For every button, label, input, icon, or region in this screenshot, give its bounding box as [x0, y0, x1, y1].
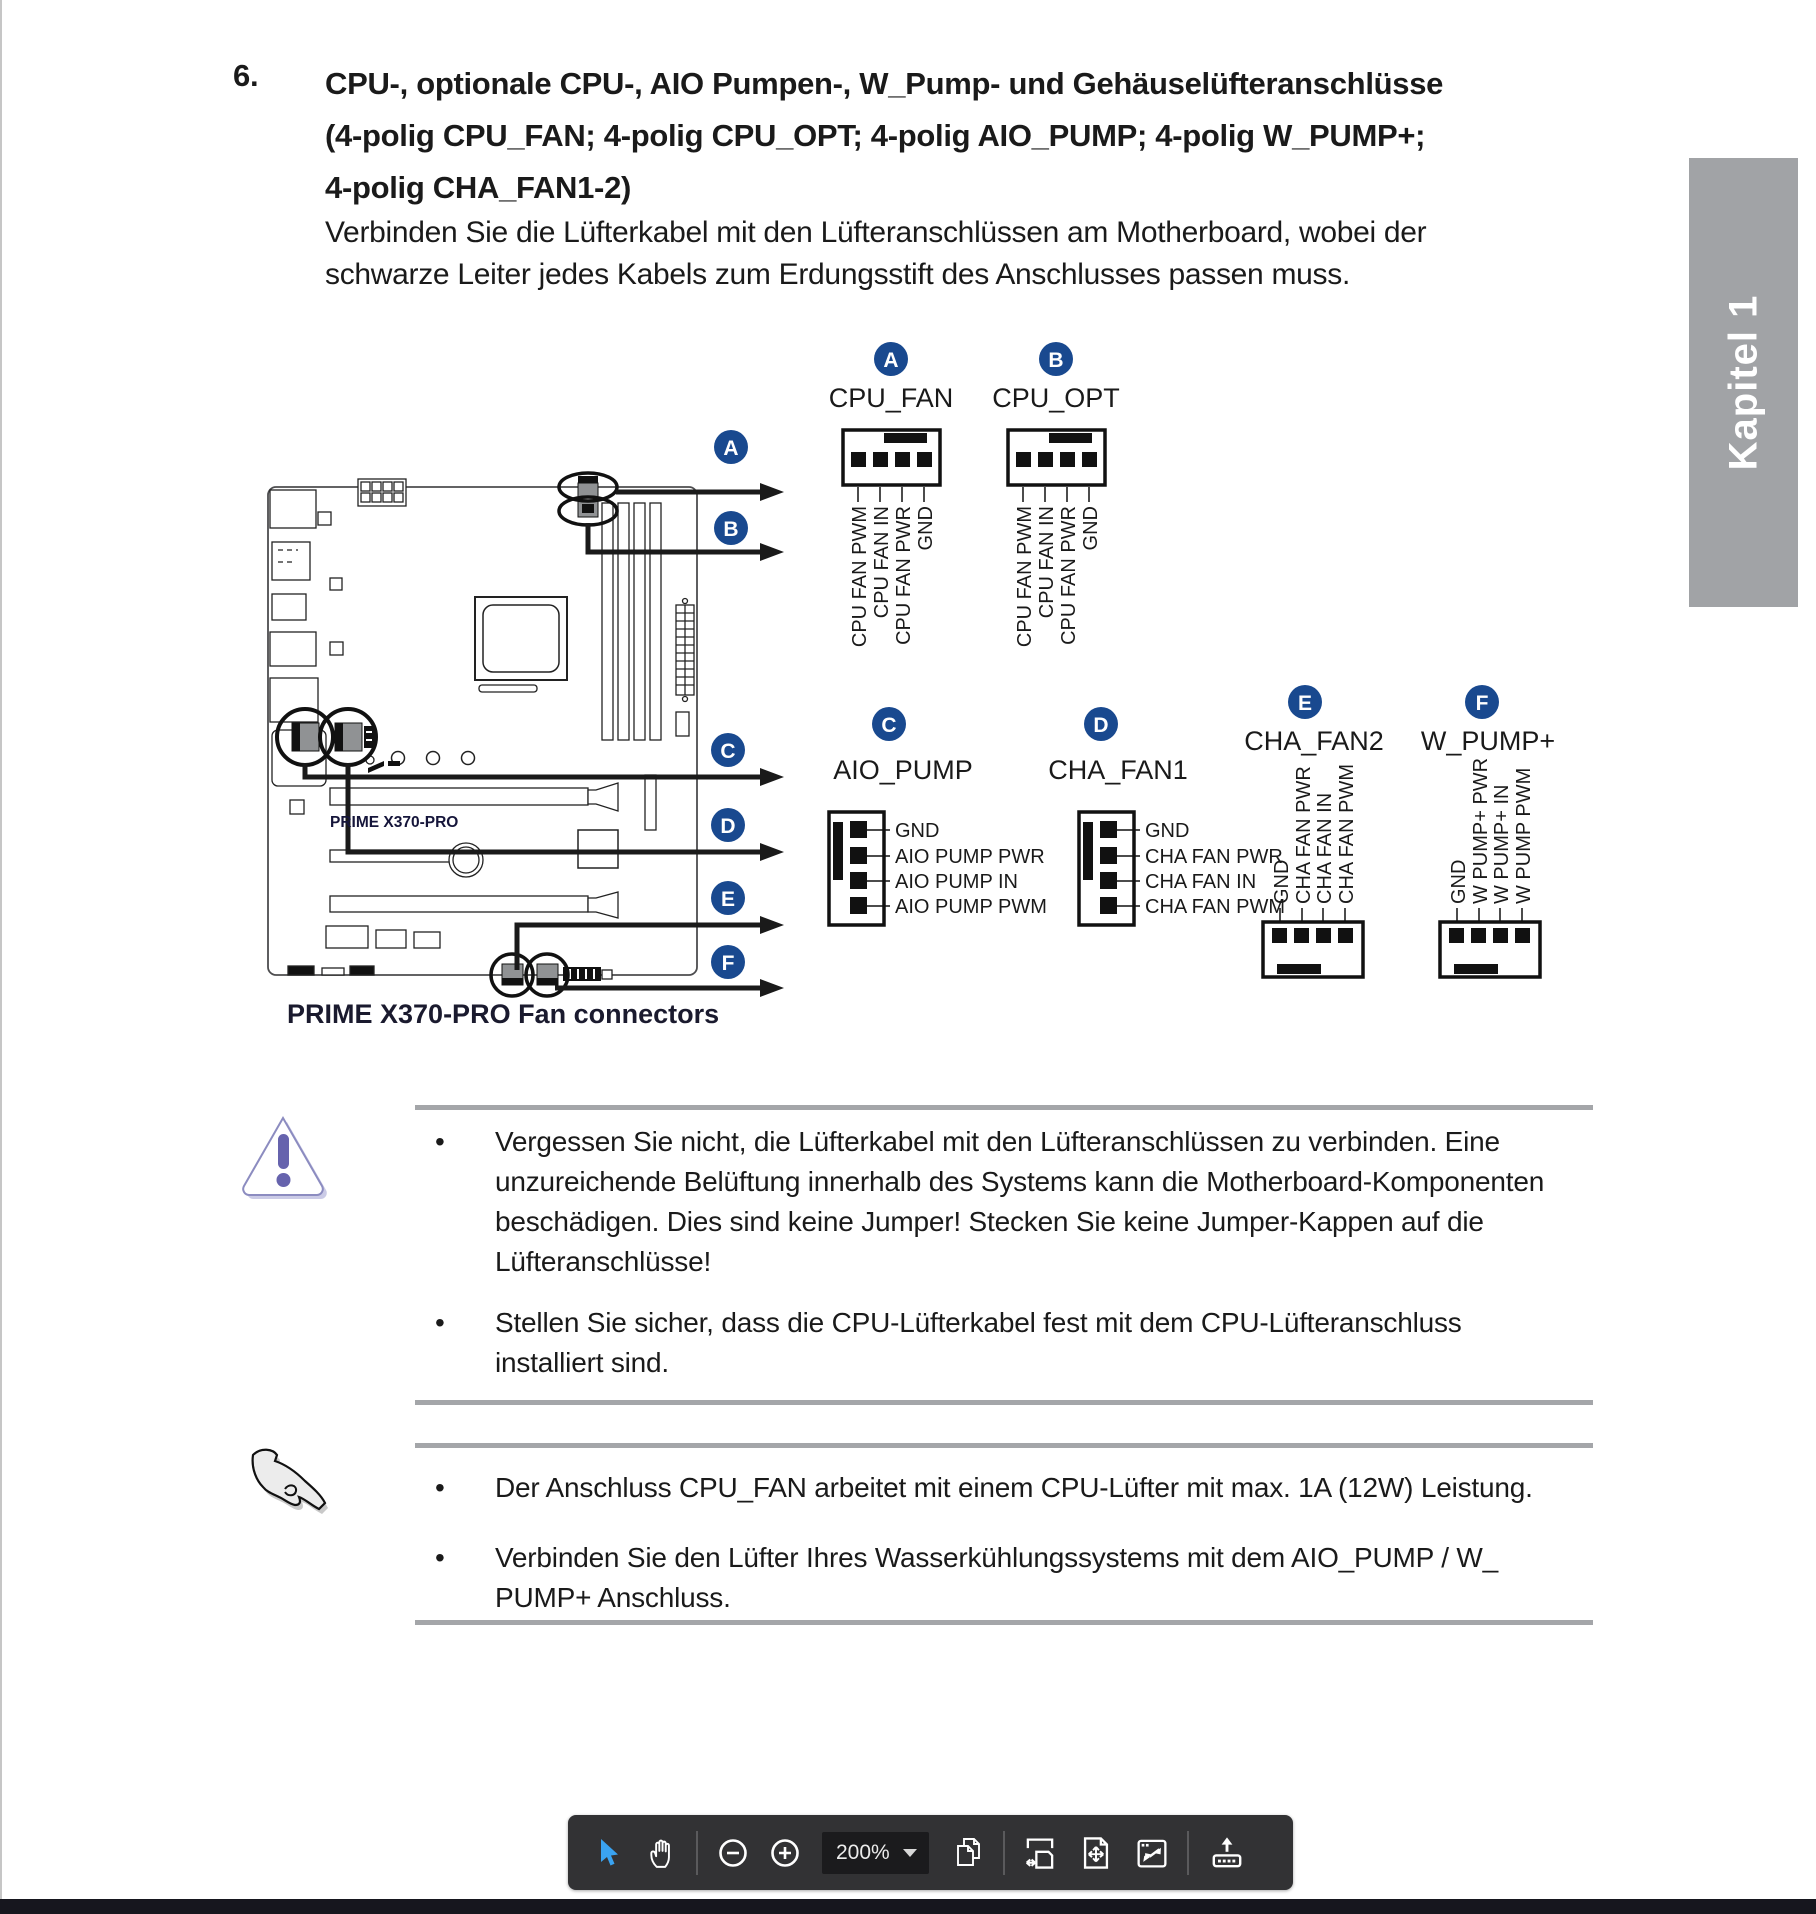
svg-text:CHA FAN PWM: CHA FAN PWM — [1145, 896, 1286, 918]
connector-c-aio-pump — [829, 707, 1047, 925]
svg-text:CPU_OPT: CPU_OPT — [992, 383, 1120, 413]
chapter-tab — [1689, 158, 1798, 607]
toolbar-divider — [1187, 1831, 1189, 1875]
presentation-mode-button[interactable] — [1201, 1829, 1253, 1877]
svg-text:CPU FAN PWR: CPU FAN PWR — [1058, 506, 1080, 645]
present-icon — [1209, 1836, 1245, 1870]
divider-rule — [415, 1443, 1593, 1448]
svg-text:GND: GND — [915, 506, 937, 551]
svg-text:B: B — [723, 518, 739, 541]
asus-logo-mark — [364, 726, 400, 773]
fullscreen-button[interactable] — [1129, 1829, 1175, 1877]
zoom-in-icon — [769, 1837, 801, 1869]
note-hand-icon — [235, 1445, 335, 1525]
svg-text:GND: GND — [1145, 820, 1190, 842]
heading-line: CPU-, optionale CPU-, AIO Pumpen-, W_Pump- und Gehäuselüfteranschlüsse — [325, 66, 1444, 101]
cursor-icon — [597, 1838, 623, 1868]
svg-text:A: A — [883, 349, 899, 372]
svg-text:F: F — [721, 952, 735, 975]
fullscreen-icon — [1135, 1836, 1169, 1870]
hand-tool-button[interactable] — [640, 1829, 684, 1877]
page-view-button[interactable] — [945, 1829, 991, 1877]
svg-text:W_PUMP+: W_PUMP+ — [1420, 726, 1556, 756]
svg-text:CHA_FAN2: CHA_FAN2 — [1244, 726, 1384, 756]
divider-rule — [415, 1105, 1593, 1110]
svg-text:AIO PUMP PWR: AIO PUMP PWR — [895, 846, 1045, 868]
zoom-out-button[interactable] — [710, 1829, 756, 1877]
warning-item: • Stellen Sie sicher, dass die CPU-Lüfterkabel fest mit dem CPU-Lüfteranschluss installiert sind. — [435, 1307, 1462, 1378]
svg-text:CPU FAN IN: CPU FAN IN — [871, 506, 893, 619]
svg-text:W PUMP+ IN: W PUMP+ IN — [1491, 784, 1513, 904]
intro-paragraph: Verbinden Sie die Lüfterkabel mit den Lüfteranschlüssen am Motherboard, wobei der schwarze Leiter jedes Kabels zum Erdungsstift des Anschlusses passen muss. — [325, 216, 1427, 291]
fit-width-button[interactable] — [1017, 1829, 1063, 1877]
svg-text:D: D — [1093, 714, 1109, 737]
svg-text:GND: GND — [1080, 506, 1102, 551]
select-tool-button[interactable] — [588, 1829, 632, 1877]
svg-text:CPU FAN PWM: CPU FAN PWM — [849, 506, 871, 648]
zoom-level-dropdown[interactable] — [822, 1832, 929, 1874]
svg-text:CPU FAN PWR: CPU FAN PWR — [893, 506, 915, 645]
viewer-toolbar — [568, 1815, 1293, 1890]
svg-text:W PUMP+ PWR: W PUMP+ PWR — [1470, 757, 1492, 904]
connector-f-w-pump — [1421, 685, 1555, 977]
note-item: • Verbinden Sie den Lüfter Ihres Wasserkühlungssystems mit dem AIO_PUMP / W_ PUMP+ Anschluss. — [435, 1542, 1498, 1613]
toolbar-divider — [696, 1831, 698, 1875]
diagram-caption: PRIME X370-PRO Fan connectors — [287, 999, 720, 1029]
fit-width-icon — [1023, 1836, 1057, 1870]
chevron-down-icon — [903, 1849, 917, 1857]
svg-text:A: A — [723, 437, 739, 460]
section-heading — [325, 58, 1585, 214]
svg-text:GND: GND — [1448, 859, 1470, 904]
heading-line: (4-polig CPU_FAN; 4-polig CPU_OPT; 4-polig AIO_PUMP; 4-polig W_PUMP+; — [325, 118, 1426, 153]
svg-text:GND: GND — [895, 820, 940, 842]
heading-line: 4-polig CHA_FAN1-2) — [325, 170, 632, 205]
connector-a-cpu-fan — [829, 342, 954, 647]
zoom-out-icon — [717, 1837, 749, 1869]
hand-icon — [647, 1837, 677, 1869]
fan-connector-diagram — [230, 330, 1600, 1060]
pages-icon — [952, 1836, 984, 1870]
svg-text:CHA FAN IN: CHA FAN IN — [1145, 871, 1257, 893]
svg-text:CHA FAN IN: CHA FAN IN — [1314, 792, 1336, 904]
warning-icon — [238, 1112, 330, 1212]
arrow-badges — [711, 430, 748, 979]
connector-e-cha-fan2 — [1244, 685, 1384, 977]
svg-text:C: C — [720, 740, 736, 763]
zoom-level-value: 200% — [836, 1840, 890, 1864]
note-item: • Der Anschluss CPU_FAN arbeitet mit einem CPU-Lüfter mit max. 1A (12W) Leistung. — [435, 1472, 1533, 1503]
svg-text:CHA FAN PWM: CHA FAN PWM — [1336, 763, 1358, 904]
fit-page-icon — [1079, 1836, 1113, 1870]
zoom-in-button[interactable] — [762, 1829, 808, 1877]
divider-rule — [415, 1400, 1593, 1405]
svg-text:F: F — [1475, 692, 1489, 715]
divider-rule — [415, 1620, 1593, 1625]
page-left-edge — [0, 0, 2, 1900]
svg-text:D: D — [720, 815, 736, 838]
svg-text:CPU_FAN: CPU_FAN — [828, 383, 954, 413]
connector-b-cpu-opt — [992, 342, 1120, 647]
bottom-app-strip — [0, 1899, 1816, 1914]
svg-text:CHA FAN PWR: CHA FAN PWR — [1293, 766, 1315, 904]
svg-text:CHA FAN PWR: CHA FAN PWR — [1145, 846, 1283, 868]
svg-text:E: E — [1297, 692, 1313, 715]
svg-text:C: C — [881, 714, 897, 737]
section-number: 6. — [233, 58, 259, 93]
svg-text:AIO PUMP IN: AIO PUMP IN — [895, 871, 1018, 893]
svg-text:AIO_PUMP: AIO_PUMP — [833, 755, 973, 785]
svg-text:AIO PUMP PWM: AIO PUMP PWM — [895, 896, 1047, 918]
svg-text:E: E — [720, 888, 736, 911]
svg-text:W PUMP PWM: W PUMP PWM — [1513, 767, 1535, 904]
toolbar-divider — [1003, 1831, 1005, 1875]
fit-page-button[interactable] — [1073, 1829, 1119, 1877]
svg-text:GND: GND — [1271, 859, 1293, 904]
warning-item: • Vergessen Sie nicht, die Lüfterkabel mit den Lüfteranschlüssen zu verbinden. Eine unzureichende Belüftung innerhalb des Systems kann die Motherboard-Komponenten beschädigen. Dies sind keine Jumper! Stecken Sie keine Jumper-Kappen auf die Lüfteranschlüsse! — [435, 1126, 1545, 1277]
board-silkscreen-label: PRIME X370-PRO — [330, 814, 459, 831]
svg-text:CHA_FAN1: CHA_FAN1 — [1048, 755, 1188, 785]
svg-text:B: B — [1048, 349, 1064, 372]
svg-text:CPU FAN IN: CPU FAN IN — [1036, 506, 1058, 619]
svg-text:CPU FAN PWM: CPU FAN PWM — [1014, 506, 1036, 648]
chapter-tab-label: Kapitel 1 — [1721, 294, 1765, 471]
